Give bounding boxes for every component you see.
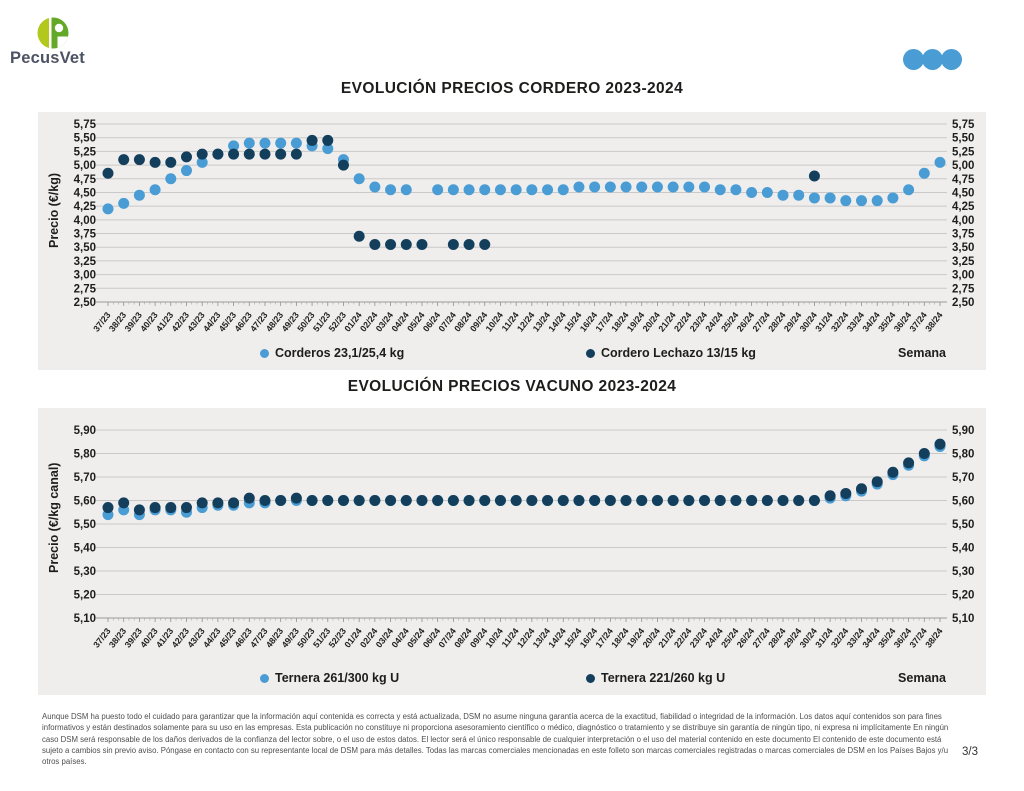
- svg-text:40/23: 40/23: [138, 626, 160, 650]
- svg-text:15/24: 15/24: [562, 310, 584, 334]
- svg-text:5,20: 5,20: [952, 589, 975, 602]
- svg-text:43/23: 43/23: [185, 310, 207, 334]
- svg-text:24/24: 24/24: [703, 310, 725, 334]
- svg-text:5,70: 5,70: [952, 472, 975, 484]
- vacuno-legend: [38, 670, 986, 692]
- svg-text:21/24: 21/24: [656, 310, 678, 334]
- svg-text:24/24: 24/24: [703, 626, 725, 650]
- svg-text:3,75: 3,75: [73, 228, 96, 241]
- svg-text:37/24: 37/24: [907, 626, 929, 650]
- svg-text:13/24: 13/24: [530, 310, 553, 334]
- svg-text:26/24: 26/24: [734, 310, 757, 334]
- svg-text:4,50: 4,50: [952, 187, 975, 200]
- dot-icon: [941, 49, 962, 70]
- logo-text: PecusVet: [10, 49, 85, 67]
- svg-text:5,60: 5,60: [73, 495, 96, 508]
- svg-text:37/24: 37/24: [907, 310, 929, 334]
- legend-label: Ternera 221/260 kg U: [601, 671, 726, 685]
- svg-text:4,25: 4,25: [952, 201, 975, 214]
- svg-text:07/24: 07/24: [436, 626, 458, 650]
- light-blue-dot-icon: [260, 349, 269, 358]
- svg-text:21/24: 21/24: [656, 626, 678, 650]
- svg-text:3,25: 3,25: [73, 255, 96, 268]
- svg-text:3,25: 3,25: [952, 255, 975, 268]
- svg-text:3,50: 3,50: [952, 242, 975, 255]
- svg-text:18/24: 18/24: [609, 310, 631, 334]
- page-number: 3/3: [962, 746, 978, 758]
- svg-text:05/24: 05/24: [405, 626, 427, 650]
- dot-icon: [903, 49, 924, 70]
- svg-text:04/24: 04/24: [389, 310, 411, 334]
- legend-label: Corderos 23,1/25,4 kg: [275, 346, 405, 360]
- svg-text:5,50: 5,50: [952, 519, 975, 531]
- svg-text:5,70: 5,70: [73, 472, 96, 484]
- svg-text:37/23: 37/23: [91, 626, 113, 650]
- svg-text:5,30: 5,30: [73, 566, 96, 578]
- vacuno-y-axis-title: Precio (€/kg canal): [47, 462, 61, 574]
- svg-text:5,25: 5,25: [952, 146, 975, 159]
- svg-text:28/24: 28/24: [766, 310, 788, 334]
- svg-text:02/24: 02/24: [358, 310, 380, 334]
- svg-text:45/23: 45/23: [216, 626, 239, 650]
- svg-text:11/24: 11/24: [499, 310, 521, 334]
- svg-text:16/24: 16/24: [577, 310, 600, 334]
- svg-text:14/24: 14/24: [546, 310, 568, 334]
- svg-text:05/24: 05/24: [405, 310, 427, 334]
- svg-text:41/23: 41/23: [153, 310, 176, 334]
- svg-text:48/23: 48/23: [263, 310, 286, 334]
- svg-text:3,00: 3,00: [952, 269, 975, 282]
- svg-text:46/23: 46/23: [232, 310, 254, 334]
- svg-text:5,60: 5,60: [952, 495, 975, 508]
- svg-text:5,25: 5,25: [73, 146, 96, 159]
- svg-text:27/24: 27/24: [750, 310, 772, 334]
- svg-text:5,30: 5,30: [952, 566, 975, 578]
- svg-text:2,75: 2,75: [73, 283, 96, 296]
- svg-text:50/23: 50/23: [295, 310, 317, 334]
- svg-text:31/24: 31/24: [813, 626, 835, 650]
- svg-text:38/24: 38/24: [923, 310, 945, 334]
- svg-text:38/23: 38/23: [106, 626, 129, 650]
- svg-text:38/24: 38/24: [923, 626, 945, 650]
- svg-text:5,50: 5,50: [952, 132, 975, 145]
- svg-text:20/24: 20/24: [640, 310, 663, 334]
- svg-text:23/24: 23/24: [687, 626, 710, 650]
- svg-text:4,25: 4,25: [73, 201, 96, 214]
- svg-text:5,50: 5,50: [73, 132, 96, 145]
- svg-text:11/24: 11/24: [499, 626, 521, 650]
- svg-text:20/24: 20/24: [640, 626, 663, 650]
- svg-text:51/23: 51/23: [310, 310, 333, 334]
- svg-text:41/23: 41/23: [153, 626, 176, 650]
- svg-text:36/24: 36/24: [891, 626, 914, 650]
- svg-text:33/24: 33/24: [844, 310, 867, 334]
- svg-text:5,80: 5,80: [73, 448, 96, 461]
- svg-text:40/23: 40/23: [138, 310, 160, 334]
- svg-text:04/24: 04/24: [389, 626, 411, 650]
- svg-text:03/24: 03/24: [373, 626, 396, 650]
- svg-text:43/23: 43/23: [185, 626, 207, 650]
- svg-text:16/24: 16/24: [577, 626, 600, 650]
- svg-text:06/24: 06/24: [420, 310, 443, 334]
- light-blue-dot-icon: [260, 674, 269, 683]
- svg-text:50/23: 50/23: [295, 626, 317, 650]
- svg-text:52/23: 52/23: [326, 310, 349, 334]
- svg-text:01/24: 01/24: [342, 626, 364, 650]
- svg-text:18/24: 18/24: [609, 626, 631, 650]
- svg-text:39/23: 39/23: [122, 310, 144, 334]
- svg-text:3,00: 3,00: [73, 269, 96, 282]
- svg-text:17/24: 17/24: [593, 310, 615, 334]
- svg-text:10/24: 10/24: [483, 626, 506, 650]
- svg-text:17/24: 17/24: [593, 626, 615, 650]
- svg-text:5,40: 5,40: [952, 542, 975, 555]
- svg-text:32/24: 32/24: [828, 626, 851, 650]
- svg-text:07/24: 07/24: [436, 310, 458, 334]
- svg-text:26/24: 26/24: [734, 626, 757, 650]
- svg-text:5,80: 5,80: [952, 448, 975, 461]
- svg-text:29/24: 29/24: [781, 626, 804, 650]
- svg-text:15/24: 15/24: [562, 626, 584, 650]
- svg-text:23/24: 23/24: [687, 310, 710, 334]
- svg-text:5,40: 5,40: [73, 542, 96, 555]
- svg-text:34/24: 34/24: [860, 310, 882, 334]
- svg-text:19/24: 19/24: [624, 626, 647, 650]
- svg-text:5,50: 5,50: [73, 519, 96, 531]
- pecusvet-logo-mark: [36, 16, 70, 51]
- svg-text:5,00: 5,00: [73, 160, 96, 173]
- svg-text:3,75: 3,75: [952, 228, 975, 241]
- cordero-chart-title: EVOLUCIÓN PRECIOS CORDERO 2023-2024: [340, 80, 684, 97]
- svg-text:4,00: 4,00: [73, 214, 96, 227]
- svg-text:01/24: 01/24: [342, 310, 364, 334]
- svg-text:06/24: 06/24: [420, 626, 443, 650]
- svg-text:08/24: 08/24: [452, 626, 474, 650]
- legend-item-corderos: [260, 346, 404, 360]
- dark-navy-dot-icon: [586, 349, 595, 358]
- svg-text:25/24: 25/24: [719, 310, 741, 334]
- svg-text:19/24: 19/24: [624, 310, 647, 334]
- svg-text:5,20: 5,20: [73, 589, 96, 602]
- svg-text:5,90: 5,90: [73, 425, 96, 437]
- svg-text:4,50: 4,50: [73, 187, 96, 200]
- cordero-x-axis-title: Semana: [898, 346, 946, 360]
- disclaimer-text: Aunque DSM ha puesto todo el cuidado para garantizar que la información aquí contenida es correcta y está actualizada, DSM no asume ninguna garantía acerca de la exactitud, fiabilidad o integridad de la información. Los datos aquí contenidos son para fines informativos y están destinados solamente para su uso en las empresas. Esta publicación no constituye ni proporciona asesoramiento científico o médico, diagnóstico o tratamiento y se distribuye sin garantía de ningún tipo, ni expresa ni implícitamente En ningún caso DSM será responsable de los daños derivados de la confianza del lector sobre, o el uso de estos datos. El lector será el único responsable de cualquier interpretación o el uso del material contenido en este documento El contenido de este documento está sujeto a cambios sin previo aviso. Póngase en contacto con su representante local de DSM para más detalles. Todas las marcas comerciales mencionadas en este folleto son marcas comerciales registradas o marcas comerciales de DSM en los Países Bajos y/u otros países.: [42, 712, 949, 767]
- legend-item-ternera-261-300: [260, 671, 399, 685]
- svg-text:35/24: 35/24: [876, 310, 898, 334]
- svg-text:25/24: 25/24: [719, 626, 741, 650]
- svg-text:12/24: 12/24: [514, 310, 537, 334]
- svg-text:5,75: 5,75: [952, 119, 975, 131]
- svg-text:5,75: 5,75: [73, 119, 96, 131]
- svg-text:5,10: 5,10: [952, 613, 975, 625]
- svg-text:42/23: 42/23: [169, 310, 192, 334]
- vacuno-scatter-chart: [38, 408, 986, 666]
- svg-text:52/23: 52/23: [326, 626, 349, 650]
- svg-text:09/24: 09/24: [467, 626, 490, 650]
- svg-text:46/23: 46/23: [232, 626, 254, 650]
- legend-label: Cordero Lechazo 13/15 kg: [601, 346, 756, 360]
- svg-text:44/23: 44/23: [201, 626, 223, 650]
- svg-text:30/24: 30/24: [797, 310, 819, 334]
- svg-text:42/23: 42/23: [169, 626, 192, 650]
- vacuno-chart-title: EVOLUCIÓN PRECIOS VACUNO 2023-2024: [347, 378, 677, 395]
- svg-text:5,90: 5,90: [952, 425, 975, 437]
- svg-text:4,00: 4,00: [952, 214, 975, 227]
- svg-text:13/24: 13/24: [530, 626, 553, 650]
- cordero-y-axis-title: Precio (€/kg): [47, 172, 61, 248]
- svg-text:45/23: 45/23: [216, 310, 239, 334]
- svg-text:47/23: 47/23: [248, 626, 270, 650]
- svg-text:03/24: 03/24: [373, 310, 396, 334]
- svg-text:27/24: 27/24: [750, 626, 772, 650]
- svg-text:2,75: 2,75: [952, 283, 975, 296]
- svg-text:4,75: 4,75: [952, 173, 975, 186]
- svg-text:5,10: 5,10: [73, 613, 96, 625]
- cordero-chart-panel: [38, 112, 986, 370]
- svg-text:4,75: 4,75: [73, 173, 96, 186]
- svg-text:48/23: 48/23: [263, 626, 286, 650]
- svg-text:5,00: 5,00: [952, 160, 975, 173]
- legend-item-lechazo: [586, 346, 756, 360]
- svg-text:47/23: 47/23: [248, 310, 270, 334]
- vacuno-chart-panel: [38, 408, 986, 695]
- svg-text:28/24: 28/24: [766, 626, 788, 650]
- svg-text:33/24: 33/24: [844, 626, 867, 650]
- svg-text:49/23: 49/23: [279, 310, 301, 334]
- svg-text:39/23: 39/23: [122, 626, 144, 650]
- svg-text:2,50: 2,50: [952, 297, 975, 309]
- pecusvet-logo: [10, 6, 130, 68]
- three-dots-icon: [903, 49, 962, 70]
- dot-icon: [922, 49, 943, 70]
- cordero-scatter-chart: [38, 112, 986, 345]
- svg-text:02/24: 02/24: [358, 626, 380, 650]
- legend-item-ternera-221-260: [586, 671, 725, 685]
- svg-text:32/24: 32/24: [828, 310, 851, 334]
- svg-text:10/24: 10/24: [483, 310, 506, 334]
- svg-text:2,50: 2,50: [73, 297, 96, 309]
- svg-text:30/24: 30/24: [797, 626, 819, 650]
- legend-label: Ternera 261/300 kg U: [275, 671, 400, 685]
- vacuno-x-axis-title: Semana: [898, 671, 946, 685]
- svg-text:12/24: 12/24: [514, 626, 537, 650]
- svg-text:08/24: 08/24: [452, 310, 474, 334]
- svg-text:14/24: 14/24: [546, 626, 568, 650]
- svg-text:3,50: 3,50: [73, 242, 96, 255]
- svg-text:22/24: 22/24: [671, 626, 694, 650]
- svg-text:37/23: 37/23: [91, 310, 113, 334]
- svg-text:34/24: 34/24: [860, 626, 882, 650]
- svg-text:22/24: 22/24: [671, 310, 694, 334]
- svg-text:44/23: 44/23: [201, 310, 223, 334]
- svg-text:49/23: 49/23: [279, 626, 301, 650]
- cordero-legend: [38, 345, 986, 367]
- svg-text:51/23: 51/23: [310, 626, 333, 650]
- svg-text:36/24: 36/24: [891, 310, 914, 334]
- svg-text:31/24: 31/24: [813, 310, 835, 334]
- dark-navy-dot-icon: [586, 674, 595, 683]
- svg-text:29/24: 29/24: [781, 310, 804, 334]
- svg-text:35/24: 35/24: [876, 626, 898, 650]
- svg-text:09/24: 09/24: [467, 310, 490, 334]
- svg-text:38/23: 38/23: [106, 310, 129, 334]
